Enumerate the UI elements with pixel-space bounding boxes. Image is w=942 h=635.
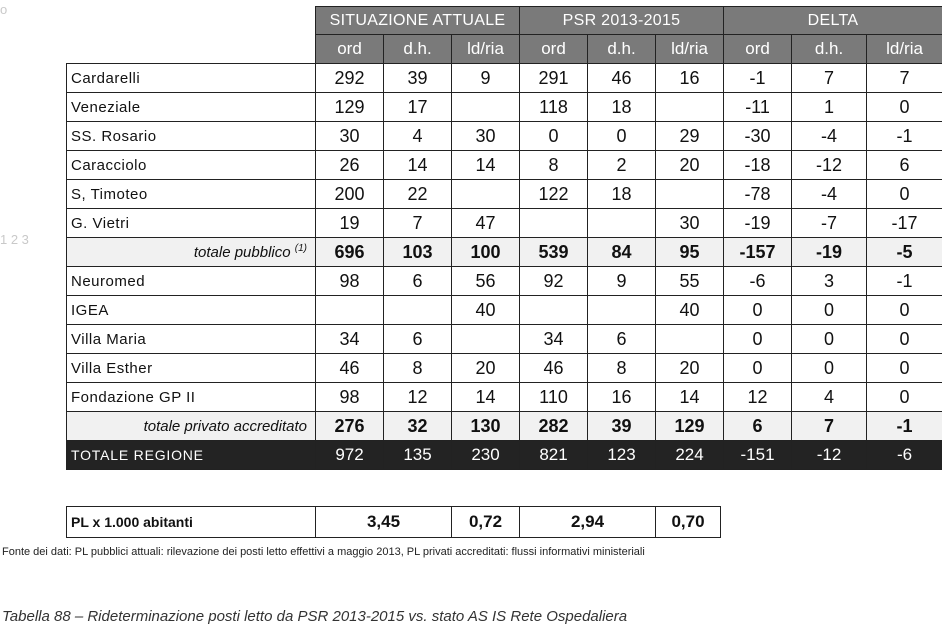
table-cell: 122 — [520, 180, 588, 209]
table-row — [67, 64, 942, 93]
table-cell: 14 — [452, 151, 520, 180]
table-cell — [316, 296, 384, 325]
table-cell: 46 — [588, 64, 656, 93]
table-cell: 1 — [792, 93, 867, 122]
table-cell: 0 — [520, 122, 588, 151]
row-label — [67, 412, 316, 441]
table-cell: 20 — [452, 354, 520, 383]
row-label — [67, 441, 316, 470]
table-cell: -5 — [867, 238, 942, 267]
table-cell: 0 — [867, 180, 942, 209]
table-cell: 40 — [452, 296, 520, 325]
table-row — [67, 209, 942, 238]
sub-header: ord — [520, 35, 588, 64]
table-cell: 0 — [724, 296, 792, 325]
table-cell: 6 — [384, 267, 452, 296]
table-cell: 98 — [316, 383, 384, 412]
table-cell: 6 — [867, 151, 942, 180]
table-row — [67, 296, 942, 325]
table-cell: 8 — [384, 354, 452, 383]
table-cell: -4 — [792, 180, 867, 209]
table-cell: 30 — [316, 122, 384, 151]
row-label — [67, 93, 316, 122]
pl-per-1000-table — [66, 506, 721, 538]
row-label — [67, 325, 316, 354]
table-cell: 30 — [656, 209, 724, 238]
sub-header: d.h. — [588, 35, 656, 64]
beds-table — [66, 6, 942, 470]
table-cell: 4 — [384, 122, 452, 151]
table-cell: 20 — [656, 151, 724, 180]
table-cell — [588, 209, 656, 238]
table-cell: 6 — [588, 325, 656, 354]
table-cell: 972 — [316, 441, 384, 470]
group-header-row — [67, 7, 942, 35]
table-cell: 7 — [792, 412, 867, 441]
row-label — [67, 209, 316, 238]
table-cell: 0 — [867, 296, 942, 325]
table-cell: 3 — [792, 267, 867, 296]
table-cell: 110 — [520, 383, 588, 412]
row-label-text: Cardarelli — [71, 69, 141, 87]
table-cell: 47 — [452, 209, 520, 238]
table-cell: 0 — [724, 354, 792, 383]
table-cell: 9 — [452, 64, 520, 93]
table-cell: 7 — [792, 64, 867, 93]
table-cell: 2 — [588, 151, 656, 180]
table-cell: 18 — [588, 180, 656, 209]
table-cell: -18 — [724, 151, 792, 180]
table-cell: 95 — [656, 238, 724, 267]
table-cell: 135 — [384, 441, 452, 470]
table-cell: 12 — [724, 383, 792, 412]
table-cell: 32 — [384, 412, 452, 441]
table-cell — [384, 296, 452, 325]
source-note: Fonte dei dati: PL pubblici attuali: rilevazione dei posti letto effettivi a maggio 2013, PL privati accreditati: flussi informativi ministeriali — [2, 546, 645, 558]
table-cell: 16 — [588, 383, 656, 412]
row-label-text: G. Vietri — [71, 214, 130, 232]
table-cell — [656, 325, 724, 354]
table-row — [67, 325, 942, 354]
table-cell: 0 — [792, 354, 867, 383]
table-cell: 224 — [656, 441, 724, 470]
table-cell: 55 — [656, 267, 724, 296]
table-cell: -19 — [792, 238, 867, 267]
row-label — [67, 64, 316, 93]
table-cell: 18 — [588, 93, 656, 122]
table-cell — [452, 180, 520, 209]
table-cell: 282 — [520, 412, 588, 441]
row-label-text: Veneziale — [71, 98, 141, 116]
row-label-text: Fondazione GP II — [71, 388, 196, 406]
table-row — [67, 93, 942, 122]
table-cell: -4 — [792, 122, 867, 151]
table-cell: 92 — [520, 267, 588, 296]
table-cell: 0 — [867, 354, 942, 383]
group-header-delta: DELTA — [724, 7, 942, 35]
table-cell: 56 — [452, 267, 520, 296]
table-row — [67, 122, 942, 151]
table-cell: -6 — [867, 441, 942, 470]
table-cell: 20 — [656, 354, 724, 383]
table-cell: 6 — [384, 325, 452, 354]
table-cell: 46 — [520, 354, 588, 383]
table-cell: 7 — [867, 64, 942, 93]
table-cell: 46 — [316, 354, 384, 383]
row-label-text: totale pubblico — [193, 244, 291, 261]
table-row — [67, 412, 942, 441]
table-cell: 0 — [724, 325, 792, 354]
table-cell — [452, 93, 520, 122]
table-cell: 12 — [384, 383, 452, 412]
table-cell: 40 — [656, 296, 724, 325]
table-cell: 39 — [588, 412, 656, 441]
table-cell: 291 — [520, 64, 588, 93]
bleed-through-text: 1 2 3 — [0, 232, 29, 247]
table-cell: 130 — [452, 412, 520, 441]
table-row — [67, 441, 942, 470]
table-row — [67, 238, 942, 267]
table-caption: Tabella 88 – Rideterminazione posti letto da PSR 2013-2015 vs. stato AS IS Rete Ospedaliera — [2, 608, 628, 625]
table-cell: 129 — [316, 93, 384, 122]
table-cell: 14 — [452, 383, 520, 412]
sub-header: d.h. — [792, 35, 867, 64]
table-cell: 4 — [792, 383, 867, 412]
table-cell: 129 — [656, 412, 724, 441]
table-cell: -12 — [792, 151, 867, 180]
table-cell: 696 — [316, 238, 384, 267]
sub-header-row — [67, 35, 942, 64]
row-label-text: Villa Maria — [71, 330, 147, 348]
row-label — [67, 180, 316, 209]
table-row — [67, 354, 942, 383]
table-cell — [520, 209, 588, 238]
table-cell: -7 — [792, 209, 867, 238]
table-cell: -1 — [867, 122, 942, 151]
table-cell: 123 — [588, 441, 656, 470]
table-cell: 34 — [520, 325, 588, 354]
table-cell — [452, 325, 520, 354]
table-cell: 16 — [656, 64, 724, 93]
table-cell: -30 — [724, 122, 792, 151]
table-cell: 0 — [867, 325, 942, 354]
pl-value: 2,94 — [520, 507, 656, 538]
table-cell: 39 — [384, 64, 452, 93]
table-cell: -19 — [724, 209, 792, 238]
table-cell: 7 — [384, 209, 452, 238]
sub-header: ld/ria — [452, 35, 520, 64]
table-cell: -157 — [724, 238, 792, 267]
table-cell: 292 — [316, 64, 384, 93]
sub-header: ld/ria — [867, 35, 942, 64]
table-cell: 14 — [656, 383, 724, 412]
table-cell — [588, 296, 656, 325]
table-cell: -11 — [724, 93, 792, 122]
pl-value: 0,72 — [452, 507, 520, 538]
pl-value: 3,45 — [316, 507, 452, 538]
table-cell: 0 — [588, 122, 656, 151]
table-cell: 9 — [588, 267, 656, 296]
table-cell: 0 — [867, 93, 942, 122]
row-label-text: Villa Esther — [71, 359, 153, 377]
row-label-text: totale privato accreditato — [143, 417, 307, 435]
table-cell: 200 — [316, 180, 384, 209]
table-cell: 14 — [384, 151, 452, 180]
table-cell: 276 — [316, 412, 384, 441]
row-label-text: TOTALE REGIONE — [71, 447, 204, 463]
table-cell: 98 — [316, 267, 384, 296]
table-cell: -1 — [724, 64, 792, 93]
table-cell: 84 — [588, 238, 656, 267]
table-cell: 29 — [656, 122, 724, 151]
row-label-text: Caracciolo — [71, 156, 147, 174]
table-cell: 103 — [384, 238, 452, 267]
pl-label: PL x 1.000 abitanti — [67, 507, 316, 538]
row-label — [67, 296, 316, 325]
table-cell: -1 — [867, 412, 942, 441]
bleed-through-text: o — [0, 2, 8, 17]
row-label — [67, 354, 316, 383]
group-header-situazione-attuale: SITUAZIONE ATTUALE — [316, 7, 520, 35]
table-cell: 30 — [452, 122, 520, 151]
pl-value: 0,70 — [656, 507, 721, 538]
table-cell — [656, 180, 724, 209]
row-label-text: IGEA — [71, 301, 109, 319]
table-cell: -151 — [724, 441, 792, 470]
row-label-text: S, Timoteo — [71, 185, 148, 203]
header-blank — [67, 7, 316, 35]
table-cell: 22 — [384, 180, 452, 209]
row-label — [67, 151, 316, 180]
footnote-marker: (1) — [294, 243, 307, 254]
table-cell: 8 — [588, 354, 656, 383]
sub-header: d.h. — [384, 35, 452, 64]
table-cell: 0 — [867, 383, 942, 412]
table-cell: 6 — [724, 412, 792, 441]
row-label — [67, 238, 316, 267]
table-cell: 26 — [316, 151, 384, 180]
table-cell: 100 — [452, 238, 520, 267]
table-cell — [520, 296, 588, 325]
table-cell: -17 — [867, 209, 942, 238]
table-cell: 17 — [384, 93, 452, 122]
table-cell: 230 — [452, 441, 520, 470]
group-header-psr: PSR 2013-2015 — [520, 7, 724, 35]
table-cell: -1 — [867, 267, 942, 296]
table-cell: 19 — [316, 209, 384, 238]
table-cell: 8 — [520, 151, 588, 180]
row-label — [67, 122, 316, 151]
sub-header: ord — [316, 35, 384, 64]
table-cell: 0 — [792, 325, 867, 354]
row-label — [67, 267, 316, 296]
table-row — [67, 383, 942, 412]
table-cell: 821 — [520, 441, 588, 470]
table-cell: 539 — [520, 238, 588, 267]
table-cell: -6 — [724, 267, 792, 296]
row-label-text: SS. Rosario — [71, 127, 157, 145]
table-cell: 118 — [520, 93, 588, 122]
table-cell — [656, 93, 724, 122]
header-blank — [67, 35, 316, 64]
table-row — [67, 180, 942, 209]
table-row — [67, 151, 942, 180]
row-label-text: Neuromed — [71, 272, 146, 290]
row-label — [67, 383, 316, 412]
table-row — [67, 267, 942, 296]
sub-header: ord — [724, 35, 792, 64]
table-cell: 34 — [316, 325, 384, 354]
table-cell: -78 — [724, 180, 792, 209]
table-cell: -12 — [792, 441, 867, 470]
sub-header: ld/ria — [656, 35, 724, 64]
table-cell: 0 — [792, 296, 867, 325]
